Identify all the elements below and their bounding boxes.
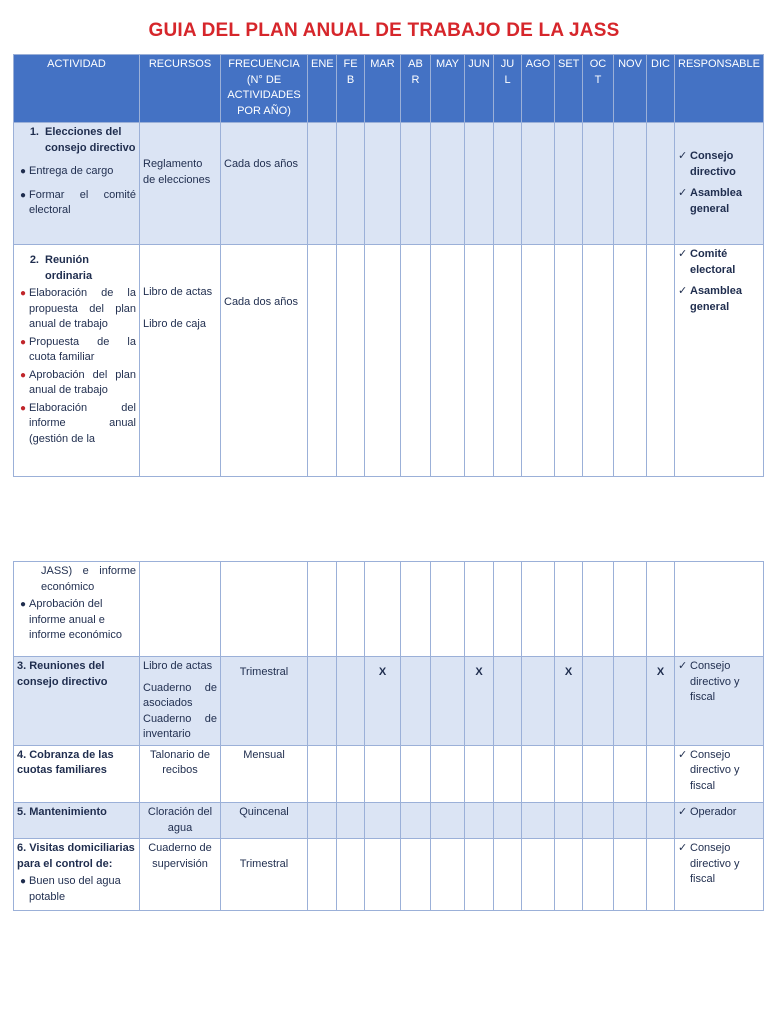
list-item: ● Propuesta de la cuota familiar — [17, 335, 136, 366]
resources-cell: Reglamento de elecciones — [140, 123, 221, 245]
bullet-dot-icon: ● — [19, 402, 27, 414]
check-mark-icon: ✓ — [678, 806, 688, 818]
table-row — [14, 657, 764, 746]
month-mark-set: X — [555, 657, 583, 746]
header-frecuencia: FRECUENCIA (N° DE ACTIVIDADES POR AÑO) — [221, 55, 308, 123]
table-row — [14, 839, 764, 911]
header-responsable: RESPONSABLE — [675, 55, 764, 123]
resources-cell: Libro de actas Libro de caja — [140, 245, 221, 477]
bullet-dot-icon: ● — [19, 288, 27, 299]
bullet-dot-icon: ● — [19, 336, 27, 348]
list-item: ● Elaboración de la propuesta del plan anual de trabajo — [17, 286, 136, 333]
check-mark-icon: ✓ — [678, 285, 688, 297]
table-row — [14, 123, 764, 245]
month-mark-dic: X — [647, 657, 675, 746]
check-mark-icon: ✓ — [678, 150, 688, 162]
activity-title: 3. Reuniones del consejo directivo — [14, 657, 140, 746]
list-item: ● Entrega de cargo — [17, 164, 136, 180]
plan-table-part-2 — [13, 561, 764, 911]
bullet-dot-icon: ● — [19, 599, 27, 610]
activity-title: 5. Mantenimiento — [14, 803, 140, 839]
header-jul: JU L — [494, 55, 522, 123]
list-item: ● Aprobación del plan anual de trabajo — [17, 368, 136, 399]
header-mar: MAR — [365, 55, 401, 123]
resources-cell: Talonario de recibos — [140, 745, 221, 803]
frequency-cell: Trimestral — [221, 657, 308, 746]
list-item: ● Formar el comité electoral — [17, 188, 136, 219]
list-item: ● Buen uso del agua potable — [17, 874, 136, 905]
resources-cell: Libro de actas Cuaderno de asociados Cuaderno de inventario — [140, 657, 221, 746]
resources-cell: Cuaderno de supervisión — [140, 839, 221, 911]
header-ene: ENE — [308, 55, 337, 123]
plan-table-part-1 — [13, 54, 764, 477]
header-dic: DIC — [647, 55, 675, 123]
activity-title: Reunión ordinaria — [45, 254, 93, 282]
frequency-cell: Quincenal — [221, 803, 308, 839]
header-set: SET — [555, 55, 583, 123]
table-header-row — [14, 55, 764, 123]
header-recursos: RECURSOS — [140, 55, 221, 123]
responsible-cell: ✓ Consejo directivo y fiscal — [675, 657, 764, 746]
header-ago: AGO — [522, 55, 555, 123]
list-item: ● Aprobación del informe anual e informe económico — [17, 597, 136, 644]
check-mark-icon: ✓ — [678, 660, 688, 672]
header-actividad: ACTIVIDAD — [14, 55, 140, 123]
resources-cell: Cloración del agua — [140, 803, 221, 839]
bullet-dot-icon: ● — [19, 369, 27, 381]
activity-cell — [14, 839, 140, 911]
header-jun: JUN — [465, 55, 494, 123]
check-mark-icon: ✓ — [678, 248, 688, 260]
header-oct: OC T — [583, 55, 614, 123]
activity-cell — [14, 245, 140, 477]
table-row — [14, 245, 764, 477]
header-feb: FE B — [337, 55, 365, 123]
bullet-dot-icon: ● — [19, 166, 27, 177]
month-mark-jun: X — [465, 657, 494, 746]
activity-title: Elecciones del consejo directivo — [45, 126, 136, 154]
frequency-cell: Cada dos años — [221, 245, 308, 477]
table-row — [14, 745, 764, 803]
page-title: GUIA DEL PLAN ANUAL DE TRABAJO DE LA JASS — [148, 20, 620, 41]
activity-cell — [14, 123, 140, 245]
frequency-cell: Cada dos años — [221, 123, 308, 245]
header-nov: NOV — [614, 55, 647, 123]
check-mark-icon: ✓ — [678, 187, 688, 199]
activity-title: 6. Visitas domiciliarias para el control de: — [17, 842, 135, 870]
frequency-cell: Mensual — [221, 745, 308, 803]
activity-title: 4. Cobranza de las cuotas familiares — [14, 745, 140, 803]
responsible-cell: ✓ Consejo directivo ✓ Asamblea general — [675, 123, 764, 245]
responsible-cell: ✓ Comité electoral ✓ Asamblea general — [675, 245, 764, 477]
responsible-cell: ✓ Consejo directivo y fiscal — [675, 745, 764, 803]
responsible-cell: ✓ Consejo directivo y fiscal — [675, 839, 764, 911]
activity-cell: JASS) e informe económico ● Aprobación del informe anual e informe económico — [14, 562, 140, 657]
check-mark-icon: ✓ — [678, 748, 688, 761]
bullet-dot-icon: ● — [19, 189, 27, 201]
activity-number: 1. — [29, 126, 39, 138]
check-mark-icon: ✓ — [678, 842, 688, 854]
table-row — [14, 562, 764, 657]
frequency-cell: Trimestral — [221, 839, 308, 911]
list-item: ● Elaboración del informe anual (gestión de la — [17, 401, 136, 448]
header-abr: AB R — [401, 55, 431, 123]
month-mark-mar: X — [365, 657, 401, 746]
table-row — [14, 803, 764, 839]
header-may: MAY — [431, 55, 465, 123]
bullet-dot-icon: ● — [19, 876, 27, 887]
responsible-cell: ✓ Operador — [675, 803, 764, 839]
activity-number: 2. — [29, 254, 39, 266]
